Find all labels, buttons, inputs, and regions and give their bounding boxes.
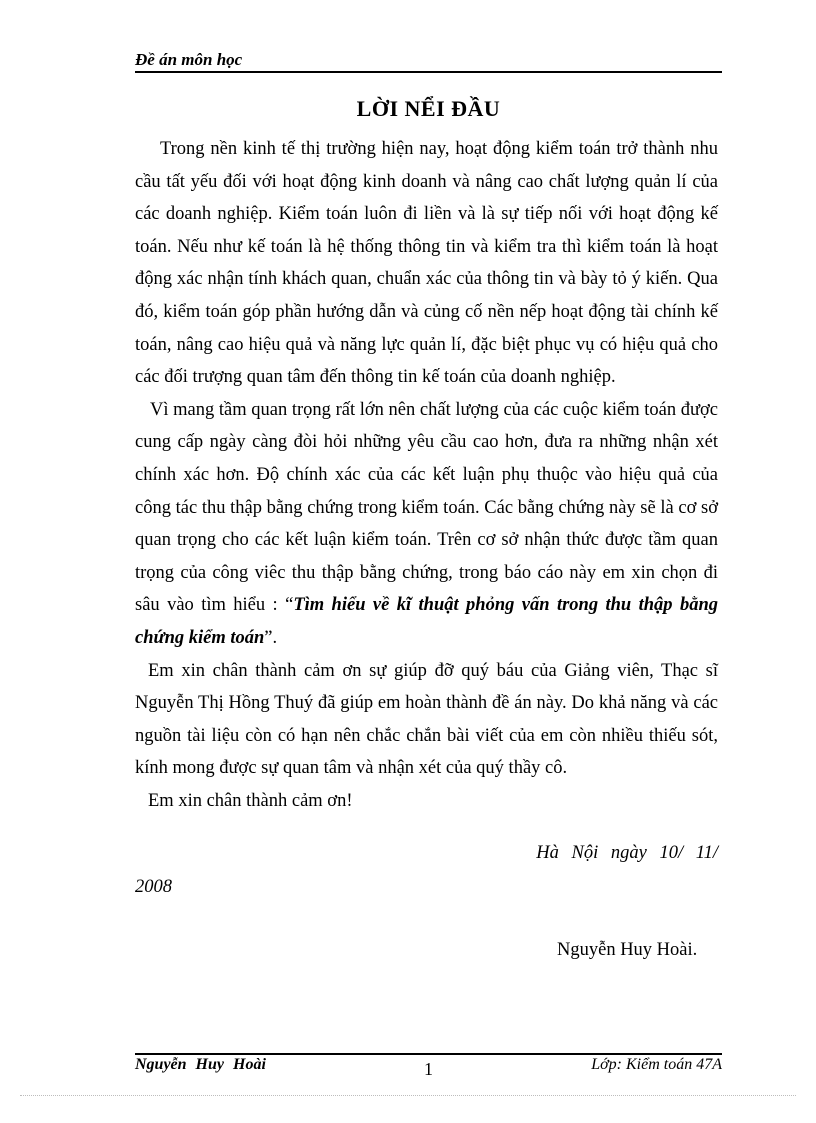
header-divider — [135, 71, 722, 73]
page-number: 1 — [424, 1059, 433, 1079]
footer-class: Lớp: Kiểm toán 47A — [591, 1056, 722, 1073]
document-body — [135, 133, 718, 817]
paragraph-thanks: Em xin chân thành cảm ơn sự giúp đỡ quý báu của Giảng viên, Thạc sĩ Nguyễn Thị Hồng Thuý đã giúp em hoàn thành đề án này. Do khả năng và các nguồn tài liệu còn có hạn nên chắc chắn bài viết của em còn nhiều thiếu sót, kính mong được sự quan tâm và nhận xét của quý thầy cô. — [135, 660, 718, 779]
paragraph-topic-text: Vì mang tầm quan trọng rất lớn nên chất lượng của các cuộc kiểm toán được cung cấp ngày càng đòi hỏi những yêu cầu cao hơn, đưa ra những nhận xét chính xác hơn. Độ chính xác của các kết luận phụ thuộc vào hiệu quả của công tác thu thập bằng chứng trong kiểm toán. Các bằng chứng này sẽ là cơ sở quan trọng cho các kết luận kiểm toán. Trên cơ sở nhận thức được tầm quan trọng của công viêc thu thập bằng chứng, trong báo cáo này em xin chọn đi sâu vào tìm hiểu : “ — [135, 399, 718, 616]
author-signature: Nguyễn Huy Hoài. — [557, 940, 698, 960]
date-year: 2008 — [135, 877, 172, 897]
page-break-line — [20, 1095, 796, 1096]
page-title: LỜI NỂI ĐẦU — [356, 96, 501, 121]
footer-author: Nguyễn Huy Hoài — [135, 1056, 266, 1073]
topic-title: Tìm hiểu về kĩ thuật phỏng vấn trong thu thập bằng chứng kiểm toán — [135, 595, 718, 648]
paragraph-topic-end: ”. — [264, 627, 278, 648]
paragraph-topic — [135, 394, 718, 655]
paragraph-closing: Em xin chân thành cảm ơn! — [148, 790, 353, 811]
paragraph-intro: Trong nền kinh tế thị trường hiện nay, hoạt động kiểm toán trở thành nhu cầu tất yếu đối với hoạt động kinh doanh và nâng cao chất lượng quản lí của các doanh nghiệp. Kiểm toán luôn đi liền và là sự tiếp nối với hoạt động kế toán. Nếu như kế toán là hệ thống thông tin và kiểm tra thì kiểm toán là hoạt động xác nhận tính khách quan, chuẩn xác của thông tin và bày tỏ ý kiến. Qua đó, kiểm toán góp phần hướng dẫn và củng cố nền nếp hoạt động tài chính kế toán, nâng cao hiệu quả và năng lực quản lí, đặc biệt phục vụ có hiệu quả cho các đối trượng quan tâm đến thông tin kế toán của doanh nghiệp. — [135, 139, 718, 388]
date-text: Hà Nội ngày 10/ 11/ — [536, 843, 718, 863]
footer-divider — [135, 1053, 722, 1055]
header-title: Đề án môn học — [135, 50, 243, 69]
